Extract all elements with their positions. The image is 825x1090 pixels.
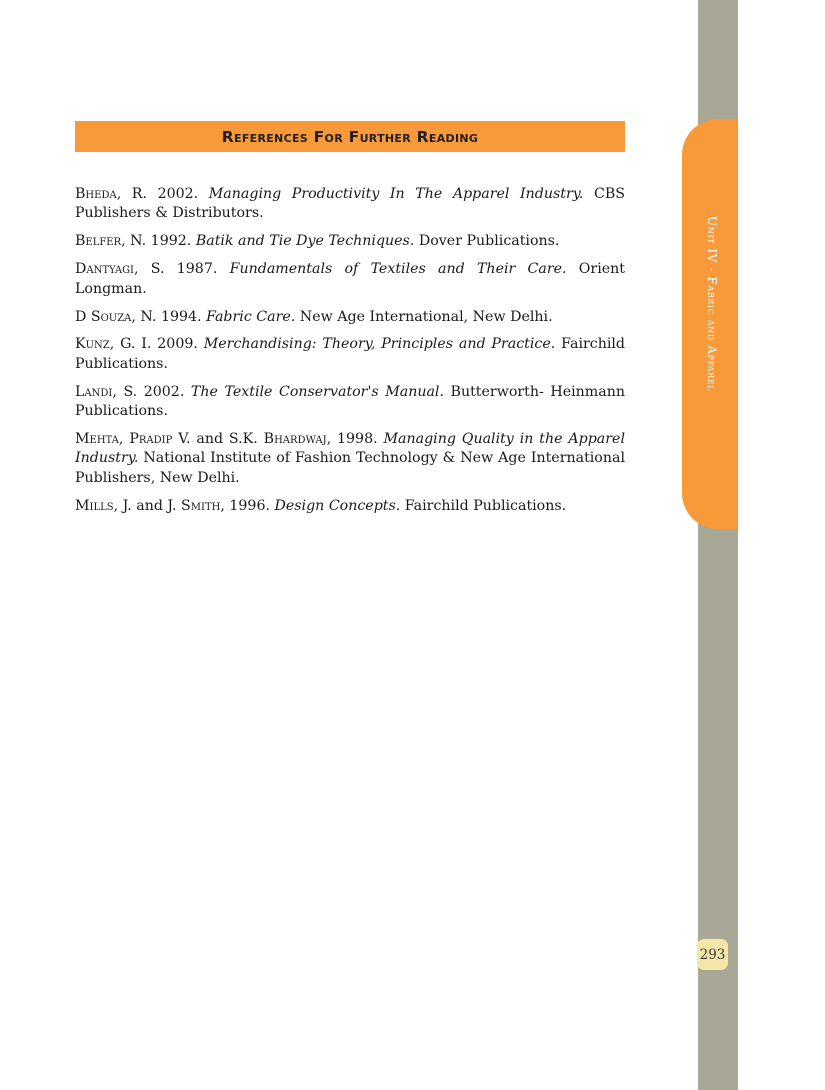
reference-publisher: Butterworth- Heinmann Publications. — [75, 383, 625, 420]
reference-item — [75, 308, 625, 327]
reference-title: Merchandising: Theory, Principles and Practice — [203, 336, 551, 353]
reference-separator: , — [118, 431, 130, 448]
reference-author-2: Pradip — [129, 431, 173, 448]
reference-details: , 1998. — [326, 431, 384, 448]
reference-author-3: Bhardwaj — [263, 431, 327, 448]
reference-author: Bheda — [75, 186, 117, 202]
reference-publisher: Dover Publications. — [414, 233, 560, 250]
reference-author: Belfer — [75, 233, 122, 250]
page-number: 293 — [697, 939, 728, 970]
reference-author: Kunz — [75, 336, 110, 353]
reference-title: The Textile Conservator's Manual. — [190, 383, 444, 400]
reference-item — [75, 430, 625, 488]
reference-details: , G. I. 2009. — [109, 336, 204, 353]
reference-item — [75, 497, 625, 516]
reference-author-2: Smith — [181, 497, 221, 514]
reference-details: , N. 1994. — [131, 308, 207, 325]
reference-publisher: Fairchild Publications. — [400, 497, 567, 514]
reference-details: , R. 2002. — [116, 186, 209, 202]
reference-item — [75, 335, 625, 374]
reference-item — [75, 383, 625, 422]
reference-author: Mills — [75, 497, 114, 514]
reference-publisher: New Age International, New Delhi. — [295, 308, 553, 325]
reference-author: Landi — [75, 383, 113, 400]
reference-item — [75, 260, 625, 299]
reference-item — [75, 185, 625, 224]
unit-label: Unit IV - Fabric and Apparel — [705, 216, 719, 392]
reference-details: , S. 1987. — [134, 261, 230, 278]
section-heading-bar — [75, 121, 625, 152]
reference-publisher: . Fairchild Publications. — [75, 336, 625, 372]
reference-title: Fabric Care. — [206, 308, 296, 325]
reference-title: Batik and Tie Dye Techniques. — [195, 233, 415, 250]
reference-publisher: CBS Publishers & Distributors. — [75, 186, 625, 222]
reference-author: Dantyagi — [75, 261, 135, 278]
reference-title: Managing Quality in the Apparel Industry. — [75, 431, 625, 467]
reference-details: , 1996. — [220, 497, 275, 514]
reference-details: , N. 1992. — [121, 233, 196, 250]
section-heading: References For Further Reading — [221, 127, 479, 146]
reference-author: Mehta — [75, 431, 119, 448]
reference-publisher: National Institute of Fashion Technology & New Age International Publishers, New Delhi. — [75, 450, 625, 486]
reference-list — [75, 185, 625, 525]
reference-item — [75, 232, 625, 251]
reference-details: , S. 2002. — [112, 383, 191, 400]
reference-middle: V. and S.K. — [172, 431, 264, 448]
reference-middle: , J. and J. — [113, 497, 182, 514]
reference-title: Fundamentals of Textiles and Their Care. — [229, 261, 567, 278]
reference-title: Design Concepts. — [274, 497, 401, 514]
reference-title: Managing Productivity In The Apparel Industry. — [208, 186, 584, 202]
reference-publisher: Orient Longman. — [75, 261, 625, 297]
reference-author: D Souza — [75, 308, 132, 325]
